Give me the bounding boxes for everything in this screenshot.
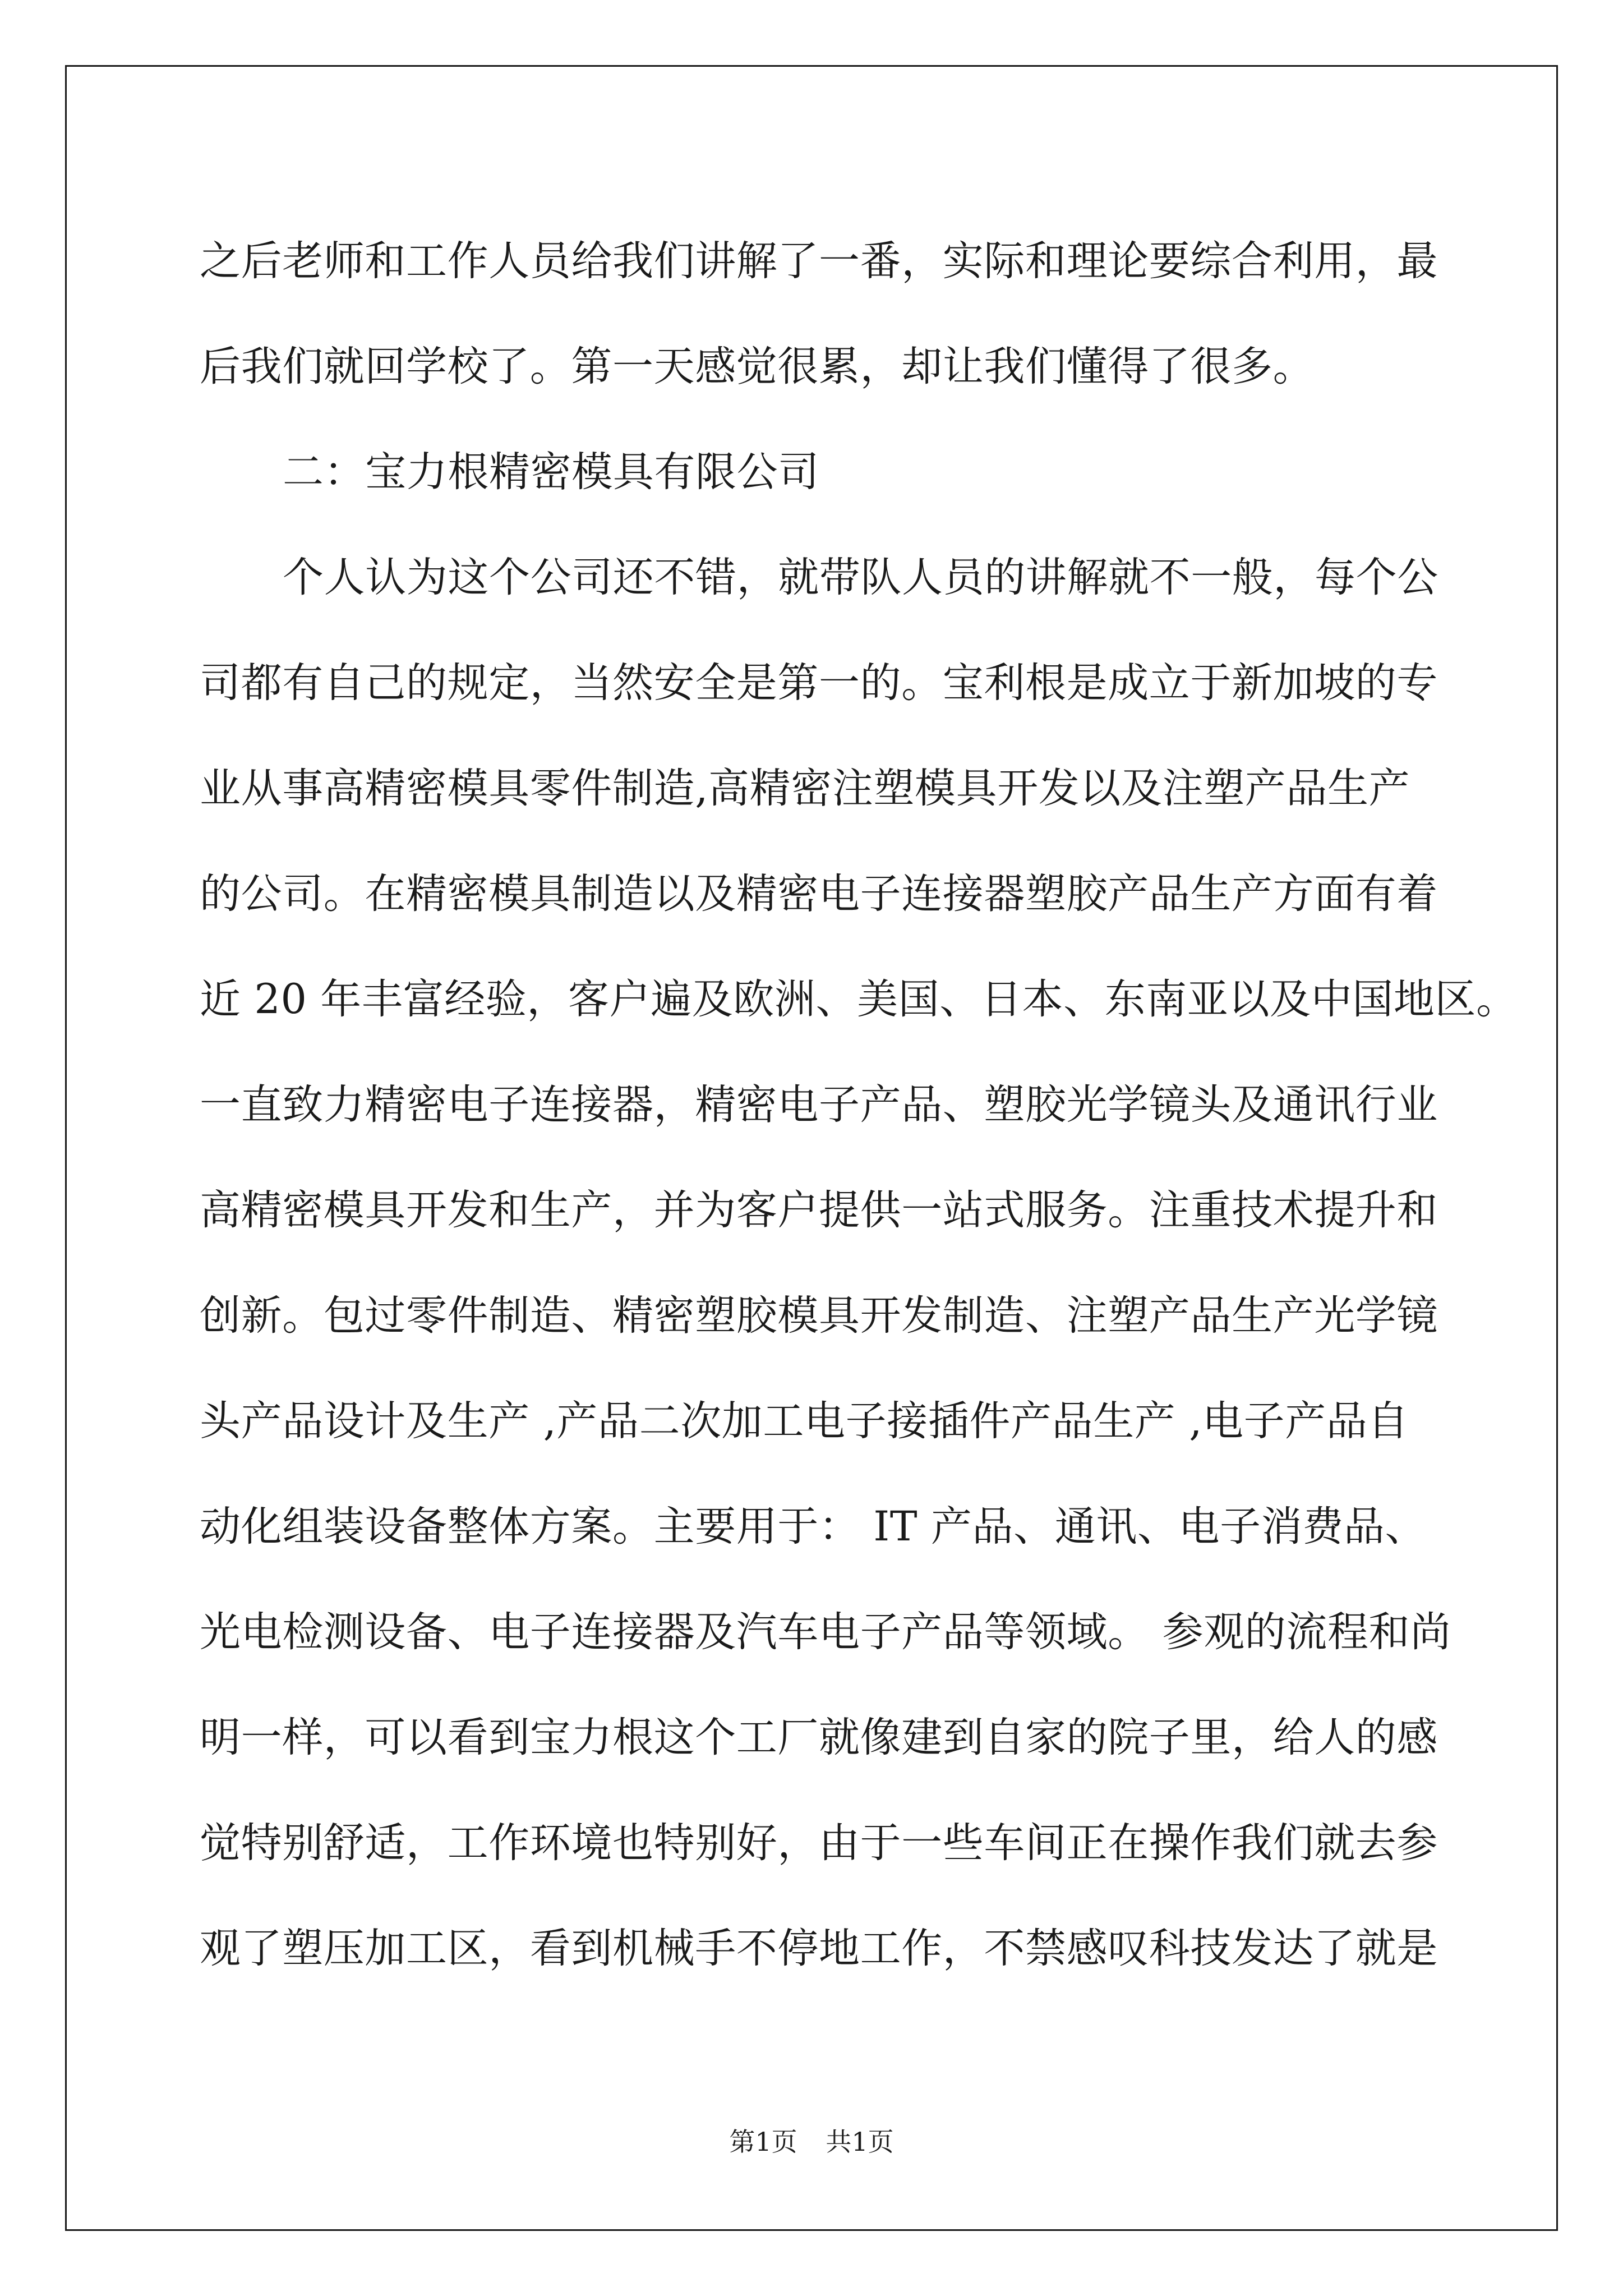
text-line: 司都有自己的规定，当然安全是第一的。宝利根是成立于新加坡的专: [200, 659, 1438, 707]
text-line: 创新。包过零件制造、精密塑胶模具开发制造、注塑产品生产光学镜: [200, 1292, 1438, 1340]
page-number: 第1页: [729, 2127, 797, 2157]
text-line: 一直致力精密电子连接器，精密电子产品、塑胶光学镜头及通讯行业: [200, 1081, 1438, 1129]
text-line: 觉特别舒适，工作环境也特别好，由于一些车间正在操作我们就去参: [200, 1819, 1438, 1867]
document-body: [200, 209, 1518, 2001]
text-line: 后我们就回学校了。第一天感觉很累，却让我们懂得了很多。: [200, 343, 1315, 390]
text-line: 的公司。在精密模具制造以及精密电子连接器塑胶产品生产方面有着: [200, 870, 1438, 918]
text-line: 业从事高精密模具零件制造,高精密注塑模具开发以及注塑产品生产: [200, 765, 1410, 812]
text-line: 之后老师和工作人员给我们讲解了一番，实际和理论要综合利用，最: [200, 237, 1438, 285]
page-total: 共1页: [826, 2127, 894, 2157]
page-footer: [0, 2122, 1623, 2159]
section-heading: 二：宝力根精密模具有限公司: [283, 448, 819, 496]
text-line: 个人认为这个公司还不错，就带队人员的讲解就不一般，每个公: [283, 554, 1438, 601]
text-line: 明一样，可以看到宝力根这个工厂就像建到自家的院子里，给人的感: [200, 1714, 1438, 1761]
text-line: 光电检测设备、电子连接器及汽车电子产品等领域。 参观的流程和尚: [200, 1608, 1451, 1656]
text-line: 动化组装设备整体方案。主要用于： IT 产品、通讯、电子消费品、: [200, 1503, 1427, 1550]
text-line: 观了塑压加工区，看到机械手不停地工作，不禁感叹科技发达了就是: [200, 1925, 1438, 1972]
text-line: 头产品设计及生产 ,产品二次加工电子接插件产品生产 ,电子产品自: [200, 1397, 1409, 1445]
text-line: 近 20 年丰富经验，客户遍及欧洲、美国、日本、东南亚以及中国地区。: [200, 976, 1518, 1023]
text-line: 高精密模具开发和生产，并为客户提供一站式服务。注重技术提升和: [200, 1186, 1438, 1234]
